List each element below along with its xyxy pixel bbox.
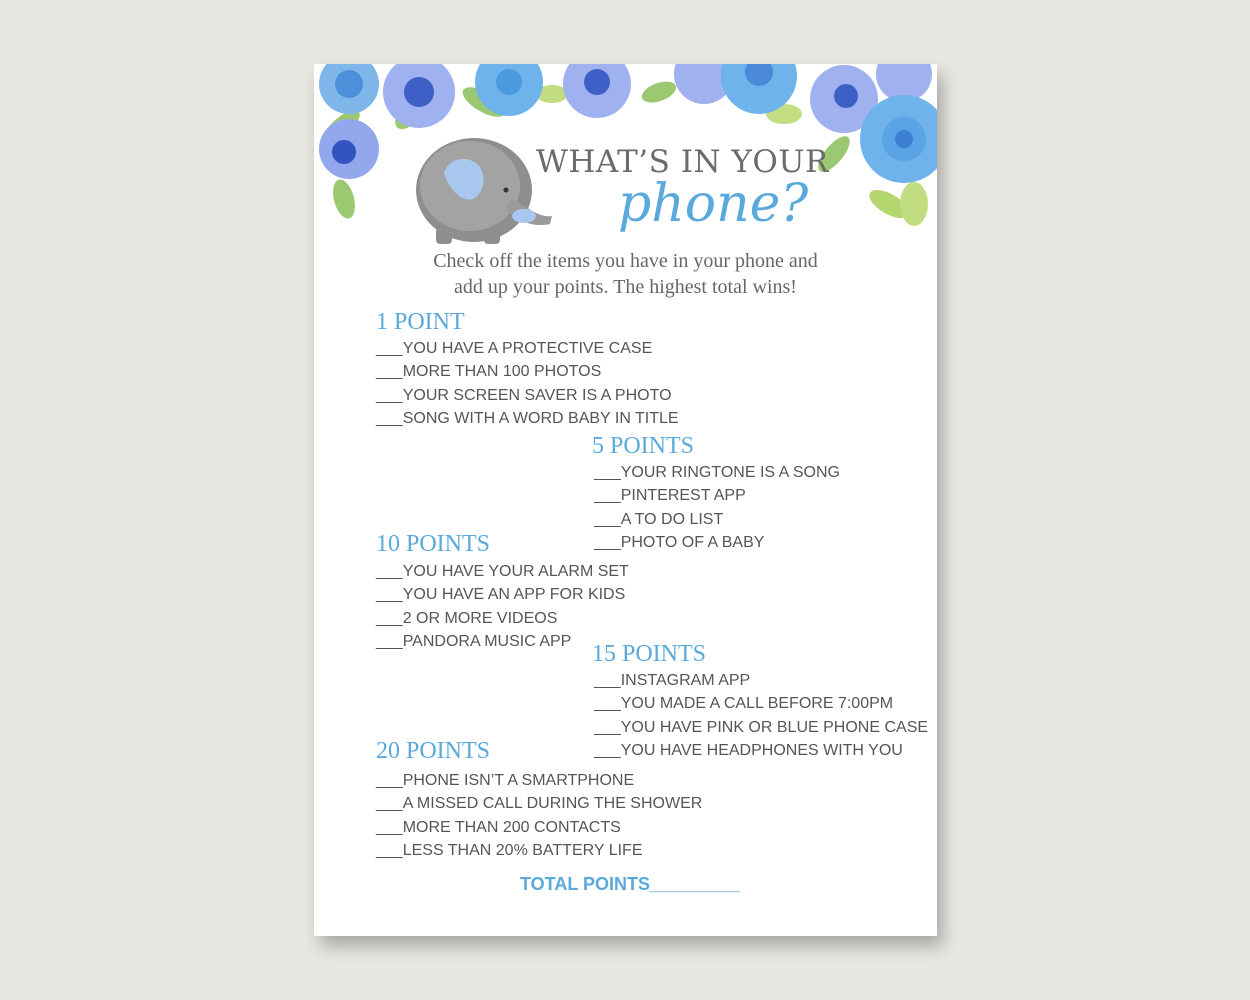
section-heading-1-point: 1 POINT bbox=[376, 309, 465, 335]
list-item: ___YOU HAVE PINK OR BLUE PHONE CASE bbox=[594, 718, 929, 736]
instructions-line-2: add up your points. The highest total wins! bbox=[454, 276, 797, 298]
section-heading-5-points: 5 POINTS bbox=[592, 433, 695, 459]
list-item: ___YOUR SCREEN SAVER IS A PHOTO bbox=[376, 386, 672, 404]
list-item: ___A TO DO LIST bbox=[594, 510, 724, 528]
section-heading-10-points: 10 POINTS bbox=[376, 531, 491, 557]
list-item: ___INSTAGRAM APP bbox=[594, 672, 751, 689]
list-item: ___PINTEREST APP bbox=[594, 487, 746, 505]
game-card bbox=[314, 64, 937, 936]
instructions-line-1: Check off the items you have in your phone and bbox=[433, 250, 818, 272]
list-item: ___A MISSED CALL DURING THE SHOWER bbox=[376, 795, 703, 813]
section-list-20-points bbox=[376, 769, 702, 862]
list-item: ___YOU HAVE HEADPHONES WITH YOU bbox=[594, 741, 903, 759]
list-item: ___SONG WITH A WORD BABY IN TITLE bbox=[376, 409, 679, 427]
list-item: ___MORE THAN 200 CONTACTS bbox=[376, 818, 621, 836]
list-item: ___YOU MADE A CALL BEFORE 7:00PM bbox=[594, 695, 894, 713]
list-item: ___LESS THAN 20% BATTERY LIFE bbox=[376, 841, 643, 859]
list-item: ___YOU HAVE A PROTECTIVE CASE bbox=[376, 340, 653, 357]
list-item: ___YOUR RINGTONE IS A SONG bbox=[594, 464, 840, 481]
list-item: ___YOU HAVE AN APP FOR KIDS bbox=[376, 586, 626, 604]
list-item: ___2 OR MORE VIDEOS bbox=[376, 609, 558, 627]
list-item: ___YOU HAVE YOUR ALARM SET bbox=[376, 563, 629, 580]
section-list-1-point bbox=[376, 337, 679, 430]
section-heading-20-points: 20 POINTS bbox=[376, 738, 491, 764]
section-heading-15-points: 15 POINTS bbox=[592, 641, 707, 667]
title-line-2: phone? bbox=[618, 174, 809, 234]
section-list-5-points bbox=[594, 461, 840, 554]
list-item: ___PHOTO OF A BABY bbox=[594, 533, 765, 551]
list-item: ___MORE THAN 100 PHOTOS bbox=[376, 363, 602, 381]
section-list-10-points bbox=[376, 560, 629, 653]
list-item: ___PANDORA MUSIC APP bbox=[376, 632, 572, 650]
total-points-line: TOTAL POINTS_________ bbox=[520, 874, 741, 894]
instructions bbox=[314, 248, 937, 300]
section-list-15-points bbox=[594, 669, 928, 762]
list-item: ___PHONE ISN’T A SMARTPHONE bbox=[376, 772, 635, 789]
title-line-1: WHAT’S IN YOUR bbox=[536, 144, 829, 180]
